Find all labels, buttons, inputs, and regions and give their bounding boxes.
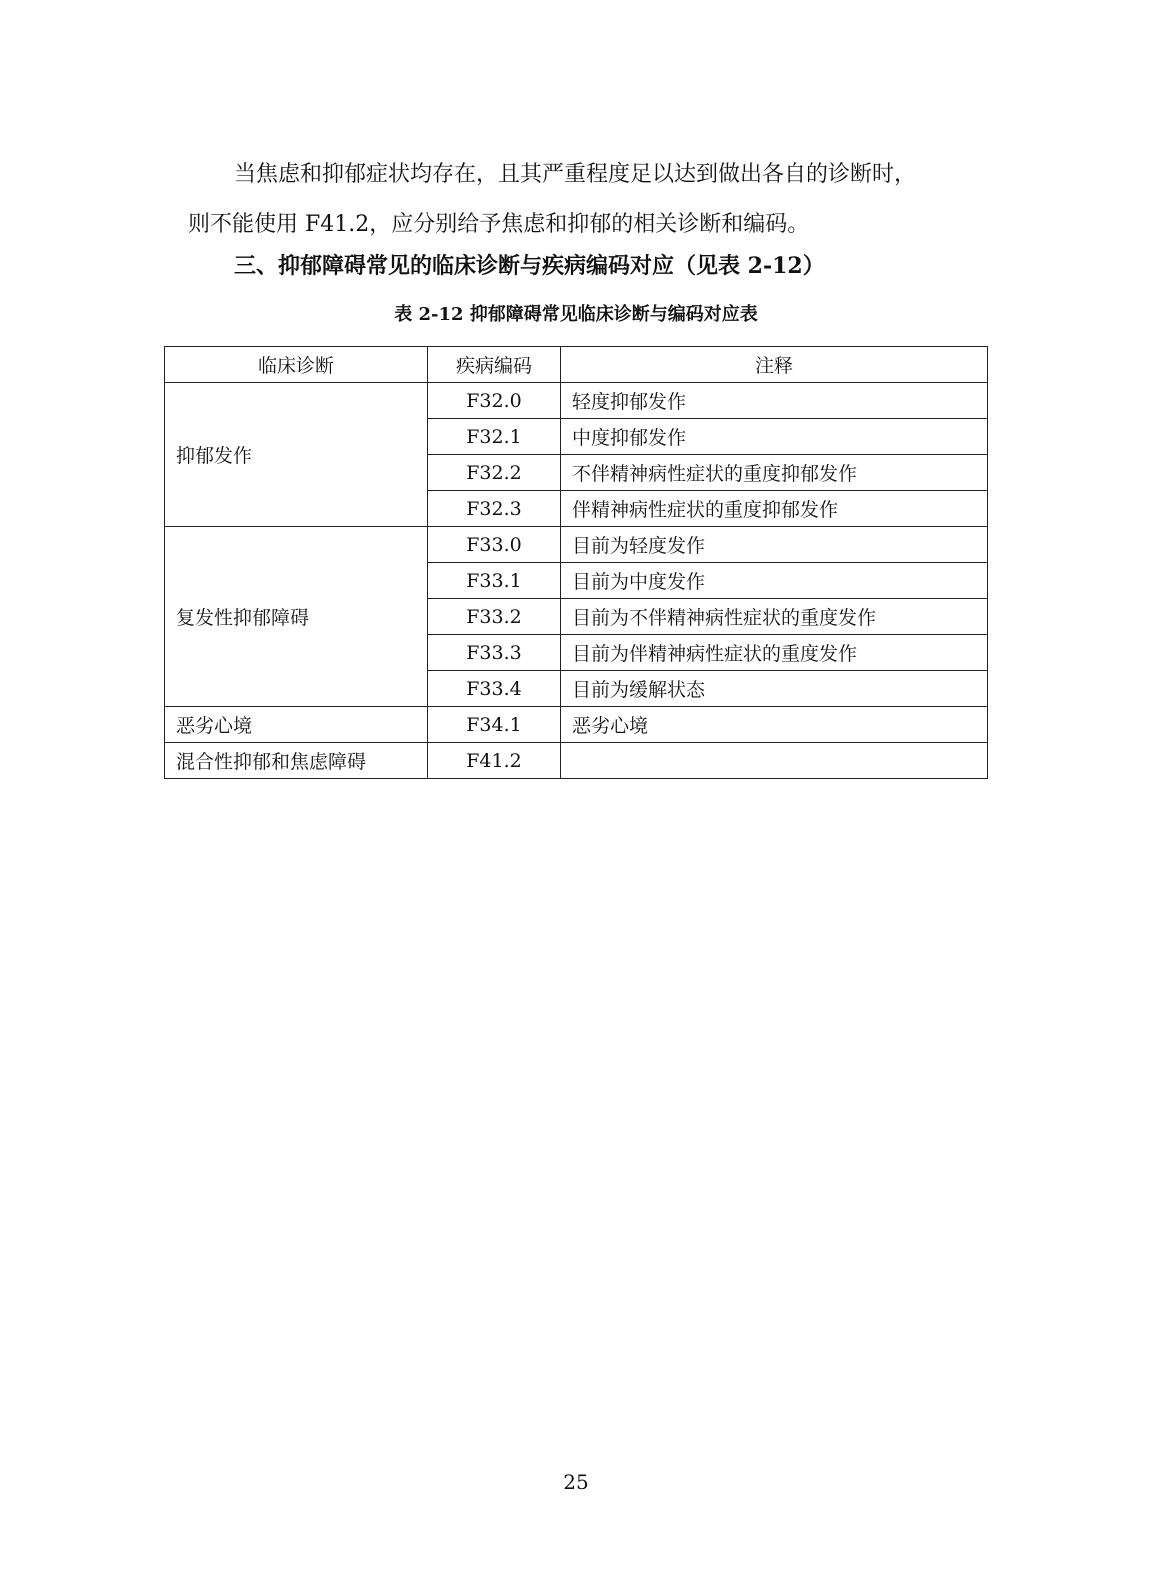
table-body	[165, 383, 988, 779]
code-cell: F32.0	[428, 383, 561, 419]
code-cell: F33.4	[428, 671, 561, 707]
code-cell: F33.3	[428, 635, 561, 671]
diagnosis-cell: 恶劣心境	[165, 707, 428, 743]
diagnosis-cell: 复发性抑郁障碍	[165, 527, 428, 707]
diagnosis-cell: 混合性抑郁和焦虑障碍	[165, 743, 428, 779]
code-cell: F32.1	[428, 419, 561, 455]
code-cell: F41.2	[428, 743, 561, 779]
code-cell: F32.2	[428, 455, 561, 491]
section-heading: 三、抑郁障碍常见的临床诊断与疾病编码对应（见表 2-12）	[234, 253, 825, 279]
intro-line-2: 则不能使用 F41.2，应分别给予焦虑和抑郁的相关诊断和编码。	[188, 212, 810, 237]
note-cell: 恶劣心境	[561, 707, 988, 743]
note-cell: 伴精神病性症状的重度抑郁发作	[561, 491, 988, 527]
table-row	[165, 707, 988, 743]
intro-paragraph	[188, 150, 988, 250]
table-row	[165, 383, 988, 419]
note-cell: 中度抑郁发作	[561, 419, 988, 455]
header-code: 疾病编码	[428, 347, 561, 383]
diagnosis-cell: 抑郁发作	[165, 383, 428, 527]
table-caption: 表 2-12 抑郁障碍常见临床诊断与编码对应表	[394, 304, 758, 325]
note-cell: 目前为轻度发作	[561, 527, 988, 563]
code-cell: F33.0	[428, 527, 561, 563]
table-row	[165, 527, 988, 563]
note-cell: 目前为缓解状态	[561, 671, 988, 707]
note-cell: 不伴精神病性症状的重度抑郁发作	[561, 455, 988, 491]
table-header-row	[165, 347, 988, 383]
code-cell: F32.3	[428, 491, 561, 527]
code-cell: F33.2	[428, 599, 561, 635]
code-cell: F33.1	[428, 563, 561, 599]
note-cell: 目前为伴精神病性症状的重度发作	[561, 635, 988, 671]
note-cell	[561, 743, 988, 779]
note-cell: 目前为中度发作	[561, 563, 988, 599]
diagnosis-code-table	[164, 346, 988, 779]
page-number: 25	[563, 1470, 589, 1494]
code-cell: F34.1	[428, 707, 561, 743]
note-cell: 目前为不伴精神病性症状的重度发作	[561, 599, 988, 635]
header-diagnosis: 临床诊断	[165, 347, 428, 383]
table-row	[165, 743, 988, 779]
intro-line-1: 当焦虑和抑郁症状均存在，且其严重程度足以达到做出各自的诊断时，	[234, 162, 917, 187]
header-note: 注释	[561, 347, 988, 383]
note-cell: 轻度抑郁发作	[561, 383, 988, 419]
